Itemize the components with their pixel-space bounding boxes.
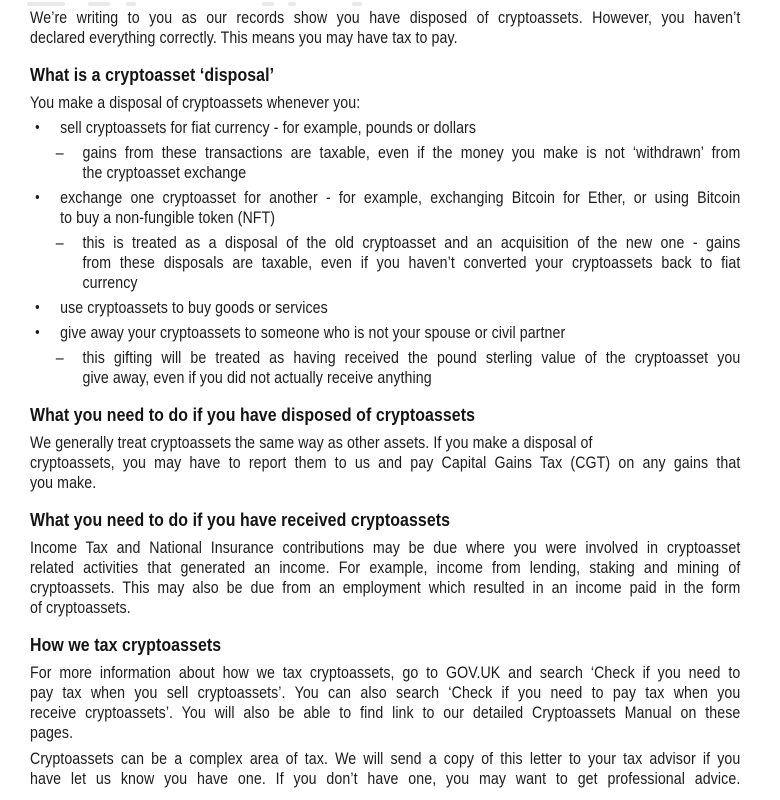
text-line: We’re writing to you as our records show you have disposed of cryptoassets. However, you haven’t [30,9,741,27]
bullet-text [82,233,740,293]
text-line: of cryptoassets. [30,599,131,617]
bullet-icon: • [35,119,40,136]
bullet-text [60,188,740,228]
bullet-text [82,143,740,183]
lead-paragraph [30,93,740,113]
text-line: this gifting will be treated as having received the pound sterling value of the cryptoasset you [82,349,741,367]
text-line: sell cryptoassets for fiat currency - for example, pounds or dollars [60,119,477,137]
section-heading-disposal: What is a cryptoasset ‘disposal’ [30,64,275,85]
bullet-text [60,118,740,138]
bullet-icon: • [35,189,40,206]
bullet-item-sell [30,118,740,138]
text-line: exchange one cryptoasset for another - for example, exchanging Bitcoin for Ether, or using Bitcoin [60,189,741,207]
letter-content [30,8,780,789]
paragraph-received [30,538,740,618]
bullet-item-exchange [30,188,740,228]
section-heading-received: What you need to do if you have received cryptoassets [30,509,451,530]
bullet-icon: • [35,299,40,316]
bullet-text [60,323,740,343]
text-line: gains from these transactions are taxable, even if the money you make is not ‘withdrawn’ from [82,144,741,162]
letter-body [30,8,740,789]
section-heading-disposed: What you need to do if you have disposed of cryptoassets [30,404,476,425]
text-line: We generally treat cryptoassets the same way as other assets. If you make a disposal of [30,434,593,452]
text-line: Cryptoassets can be a complex area of tax. We will send a copy of this letter to your tax advisor if you [30,750,741,768]
sub-bullet-item-treated [30,233,740,293]
paragraph-gov-uk [30,663,740,743]
text-line: have let us know you have one. If you don’t have one, you may want to get professional advice. [30,770,741,788]
text-line: this is treated as a disposal of the old cryptoasset and an acquisition of the new one - gains [82,234,741,252]
bullet-icon: • [35,324,40,341]
paragraph-advice [30,749,740,789]
text-line: Income Tax and National Insurance contributions may be due where you were involved in cryptoasset [30,539,741,557]
intro-paragraph [30,8,740,48]
bullet-item-give-away [30,323,740,343]
text-line: currency [82,274,138,292]
text-line: pages. [30,724,74,742]
text-line: cryptoassets, you may have to report them to us and pay Capital Gains Tax (CGT) on any gains that [30,454,741,472]
text-line: receive cryptoassets’. You will also be able to find link to our detailed Cryptoassets Manual on these [30,704,741,722]
text-line: give away, even if you did not actually receive anything [82,369,432,387]
text-line: pay tax when you sell cryptoassets’. You can also search ‘Check if you need to pay tax when you [30,684,741,702]
text-line: to buy a non-fungible token (NFT) [60,209,276,227]
text-line: the cryptoasset exchange [82,164,247,182]
disposal-list [30,118,740,388]
bullet-text [82,348,740,388]
sub-bullet-item-gains [30,143,740,183]
bullet-item-use [30,298,740,318]
text-line: related activities that generated an income. For example, income from lending, staking and mining of [30,559,741,577]
dash-icon: – [55,349,64,367]
dash-icon: – [55,144,64,162]
dash-icon: – [55,234,64,252]
text-line: from these disposals are taxable, even if you haven’t converted your cryptoassets back to fiat [82,254,741,272]
section-heading-how-we-tax: How we tax cryptoassets [30,634,222,655]
sub-bullet-item-gifting [30,348,740,388]
text-line: You make a disposal of cryptoassets whenever you: [30,94,361,112]
text-line: use cryptoassets to buy goods or services [60,299,328,317]
text-line: declared everything correctly. This means you may have tax to pay. [30,29,458,47]
text-line: you make. [30,474,97,492]
text-line: For more information about how we tax cryptoassets, go to GOV.UK and search ‘Check if you need to [30,664,741,682]
paragraph-disposed [30,433,740,493]
text-line: cryptoassets. This may also be due from an employment which resulted in an income paid in the form [30,579,741,597]
bullet-text [60,298,740,318]
text-line: give away your cryptoassets to someone who is not your spouse or civil partner [60,324,566,342]
scan-artifact-line [0,2,780,7]
